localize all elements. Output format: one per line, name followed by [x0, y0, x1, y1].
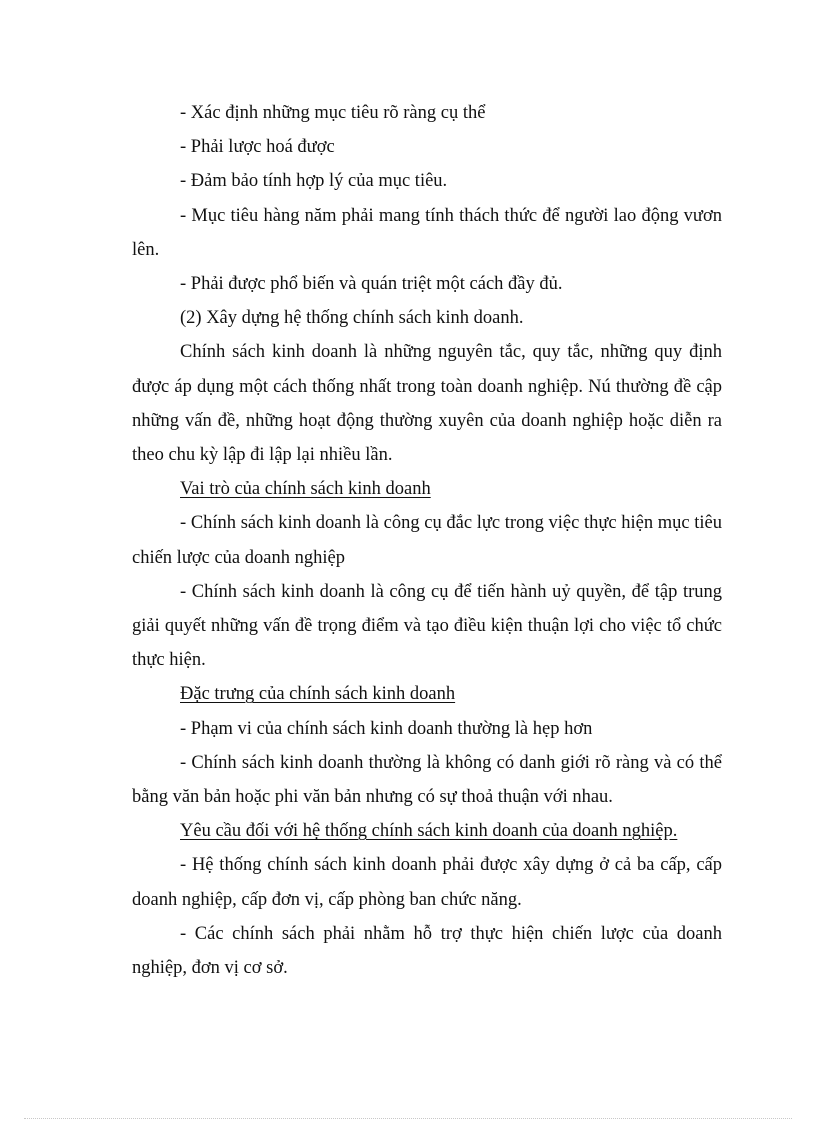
section-heading-business-policy: (2) Xây dựng hệ thống chính sách kinh doanh. — [180, 308, 524, 329]
bullet-no-clear-boundary: - Chính sách kinh doanh thường là không có danh giới rõ ràng và có thể bằng văn bản hoặc phi văn bản nhưng có sự thoả thuận với nhau. — [132, 752, 722, 808]
document-body — [132, 96, 722, 985]
bullet-three-levels: - Hệ thống chính sách kinh doanh phải được xây dựng ở cả ba cấp, cấp doanh nghiệp, cấp đơn vị, cấp phòng ban chức năng. — [132, 855, 722, 910]
bullet-clear-objectives: - Xác định những mục tiêu rõ ràng cụ thể — [180, 103, 486, 123]
bullet-narrow-scope: - Phạm vi của chính sách kinh doanh thường là hẹp hơn — [180, 718, 593, 739]
bullet-strategize: - Phải lược hoá được — [180, 137, 335, 158]
footer-divider — [24, 1118, 792, 1119]
subheading-requirements — [132, 814, 722, 848]
bullet-role-tool: - Chính sách kinh doanh là công cụ đắc lực trong việc thực hiện mục tiêu chiến lược của doanh nghiệp — [132, 513, 722, 568]
bullet-reasonable-objectives: - Đảm bảo tính hợp lý của mục tiêu. — [180, 171, 448, 192]
subheading-role — [132, 472, 722, 506]
bullet-widely-communicated: - Phải được phổ biến và quán triệt một cách đầy đủ. — [180, 274, 563, 295]
paragraph-policy-definition: Chính sách kinh doanh là những nguyên tắc, quy tắc, những quy định được áp dụng một cách thống nhất trong toàn doanh nghiệp. Nú thường đề cập những vấn đề, những hoạt động thường xuyên của doanh nghiệp hoặc diễn ra theo chu kỳ lập đi lập lại nhiều lần. — [132, 342, 722, 466]
subheading-role-text: Vai trò của chính sách kinh doanh — [180, 479, 431, 500]
subheading-characteristics — [132, 677, 722, 711]
bullet-challenging-objectives: - Mục tiêu hàng năm phải mang tính thách thức để người lao động vươn lên. — [132, 205, 722, 260]
subheading-characteristics-text: Đặc trưng của chính sách kinh doanh — [180, 684, 456, 705]
subheading-requirements-text: Yêu cầu đối với hệ thống chính sách kinh doanh của doanh nghiệp. — [180, 821, 678, 842]
bullet-role-delegation: - Chính sách kinh doanh là công cụ để tiến hành uỷ quyền, để tập trung giải quyết những vấn đề trọng điểm và tạo điều kiện thuận lợi cho việc tổ chức thực hiện. — [132, 581, 722, 671]
bullet-support-strategy: - Các chính sách phải nhằm hỗ trợ thực hiện chiến lược của doanh nghiệp, đơn vị cơ sở. — [132, 923, 722, 979]
